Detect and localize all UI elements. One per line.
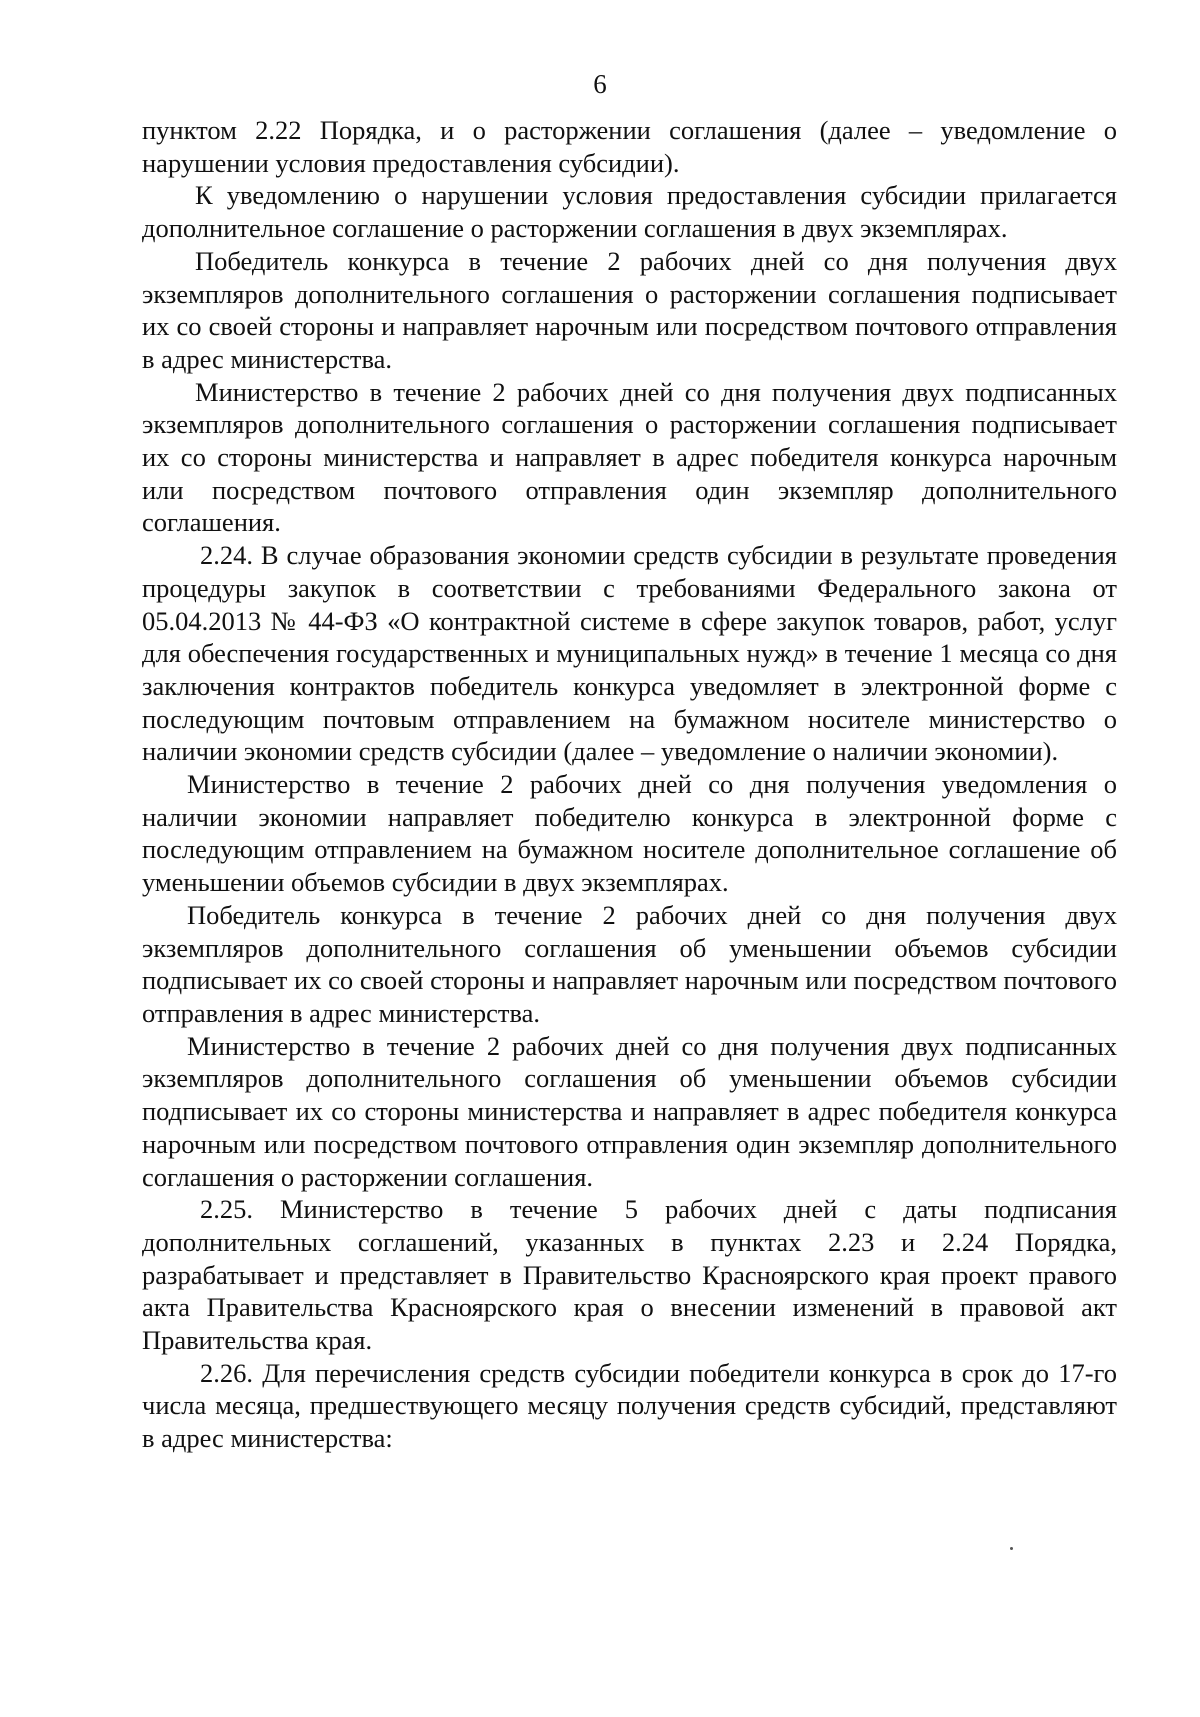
paragraph-ministry-savings: Министерство в течение 2 рабочих дней со дня получения уведомления о наличии экономии направляет победителю конкурса в электронной форме с последующим отправлением на бумажном носителе дополнительное соглашение об уменьшении объемов субсидии в двух экземплярах.	[142, 769, 1117, 898]
paragraph-attachment-note: К уведомлению о нарушении условия предоставления субсидии прилагается дополнительное соглашение о расторжении соглашения в двух экземплярах.	[142, 180, 1117, 244]
document-body	[142, 114, 1117, 1455]
paragraph-continuation: пунктом 2.22 Порядка, и о расторжении соглашения (далее – уведомление о нарушении условия предоставления субсидии).	[142, 115, 1117, 178]
scan-speck	[1010, 1547, 1013, 1550]
paragraph-2-26: 2.26. Для перечисления средств субсидии победители конкурса в срок до 17-го числа месяца, предшествующего месяцу получения средств субсидий, представляют в адрес министерства:	[142, 1357, 1117, 1454]
paragraph-ministry-reduction: Министерство в течение 2 рабочих дней со дня получения двух подписанных экземпляров дополнительного соглашения об уменьшении объемов субсидии подписывает их со стороны министерства и направляет в адрес победителя конкурса нарочным или посредством почтового отправления один экземпляр дополнительного соглашения о расторжении соглашения.	[142, 1030, 1117, 1192]
paragraph-ministry-termination: Министерство в течение 2 рабочих дней со дня получения двух подписанных экземпляров дополнительного соглашения о расторжении соглашения подписывает их со стороны министерства и направляет в адрес победителя конкурса нарочным или посредством почтового отправления один экземпляр дополнительного соглашения.	[142, 376, 1117, 538]
page-number: 6	[593, 69, 607, 99]
paragraph-winner-reduction: Победитель конкурса в течение 2 рабочих дней со дня получения двух экземпляров дополнительного соглашения об уменьшении объемов субсидии подписывает их со своей стороны и направляет нарочным или посредством почтового отправления в адрес министерства.	[142, 899, 1117, 1028]
paragraph-2-25: 2.25. Министерство в течение 5 рабочих дней с даты подписания дополнительных соглашений, указанных в пунктах 2.23 и 2.24 Порядка, разрабатывает и представляет в Правительство Красноярского края проект правого акта Правительства Красноярского края о внесении изменений в правовой акт Правительства края.	[142, 1194, 1117, 1356]
paragraph-2-24: 2.24. В случае образования экономии средств субсидии в результате проведения процедуры закупок в соответствии с требованиями Федерального закона от 05.04.2013 № 44-ФЗ «О контрактной системе в сфере закупок товаров, работ, услуг для обеспечения государственных и муниципальных нужд» в течение 1 месяца со дня заключения контрактов победитель конкурса уведомляет в электронной форме с последующим почтовым отправлением на бумажном носителе министерство о наличии экономии средств субсидии (далее – уведомление о наличии экономии).	[142, 540, 1117, 767]
paragraph-winner-termination: Победитель конкурса в течение 2 рабочих дней со дня получения двух экземпляров дополнительного соглашения о расторжении соглашения подписывает их со своей стороны и направляет нарочным или посредством почтового отправления в адрес министерства.	[142, 245, 1117, 374]
